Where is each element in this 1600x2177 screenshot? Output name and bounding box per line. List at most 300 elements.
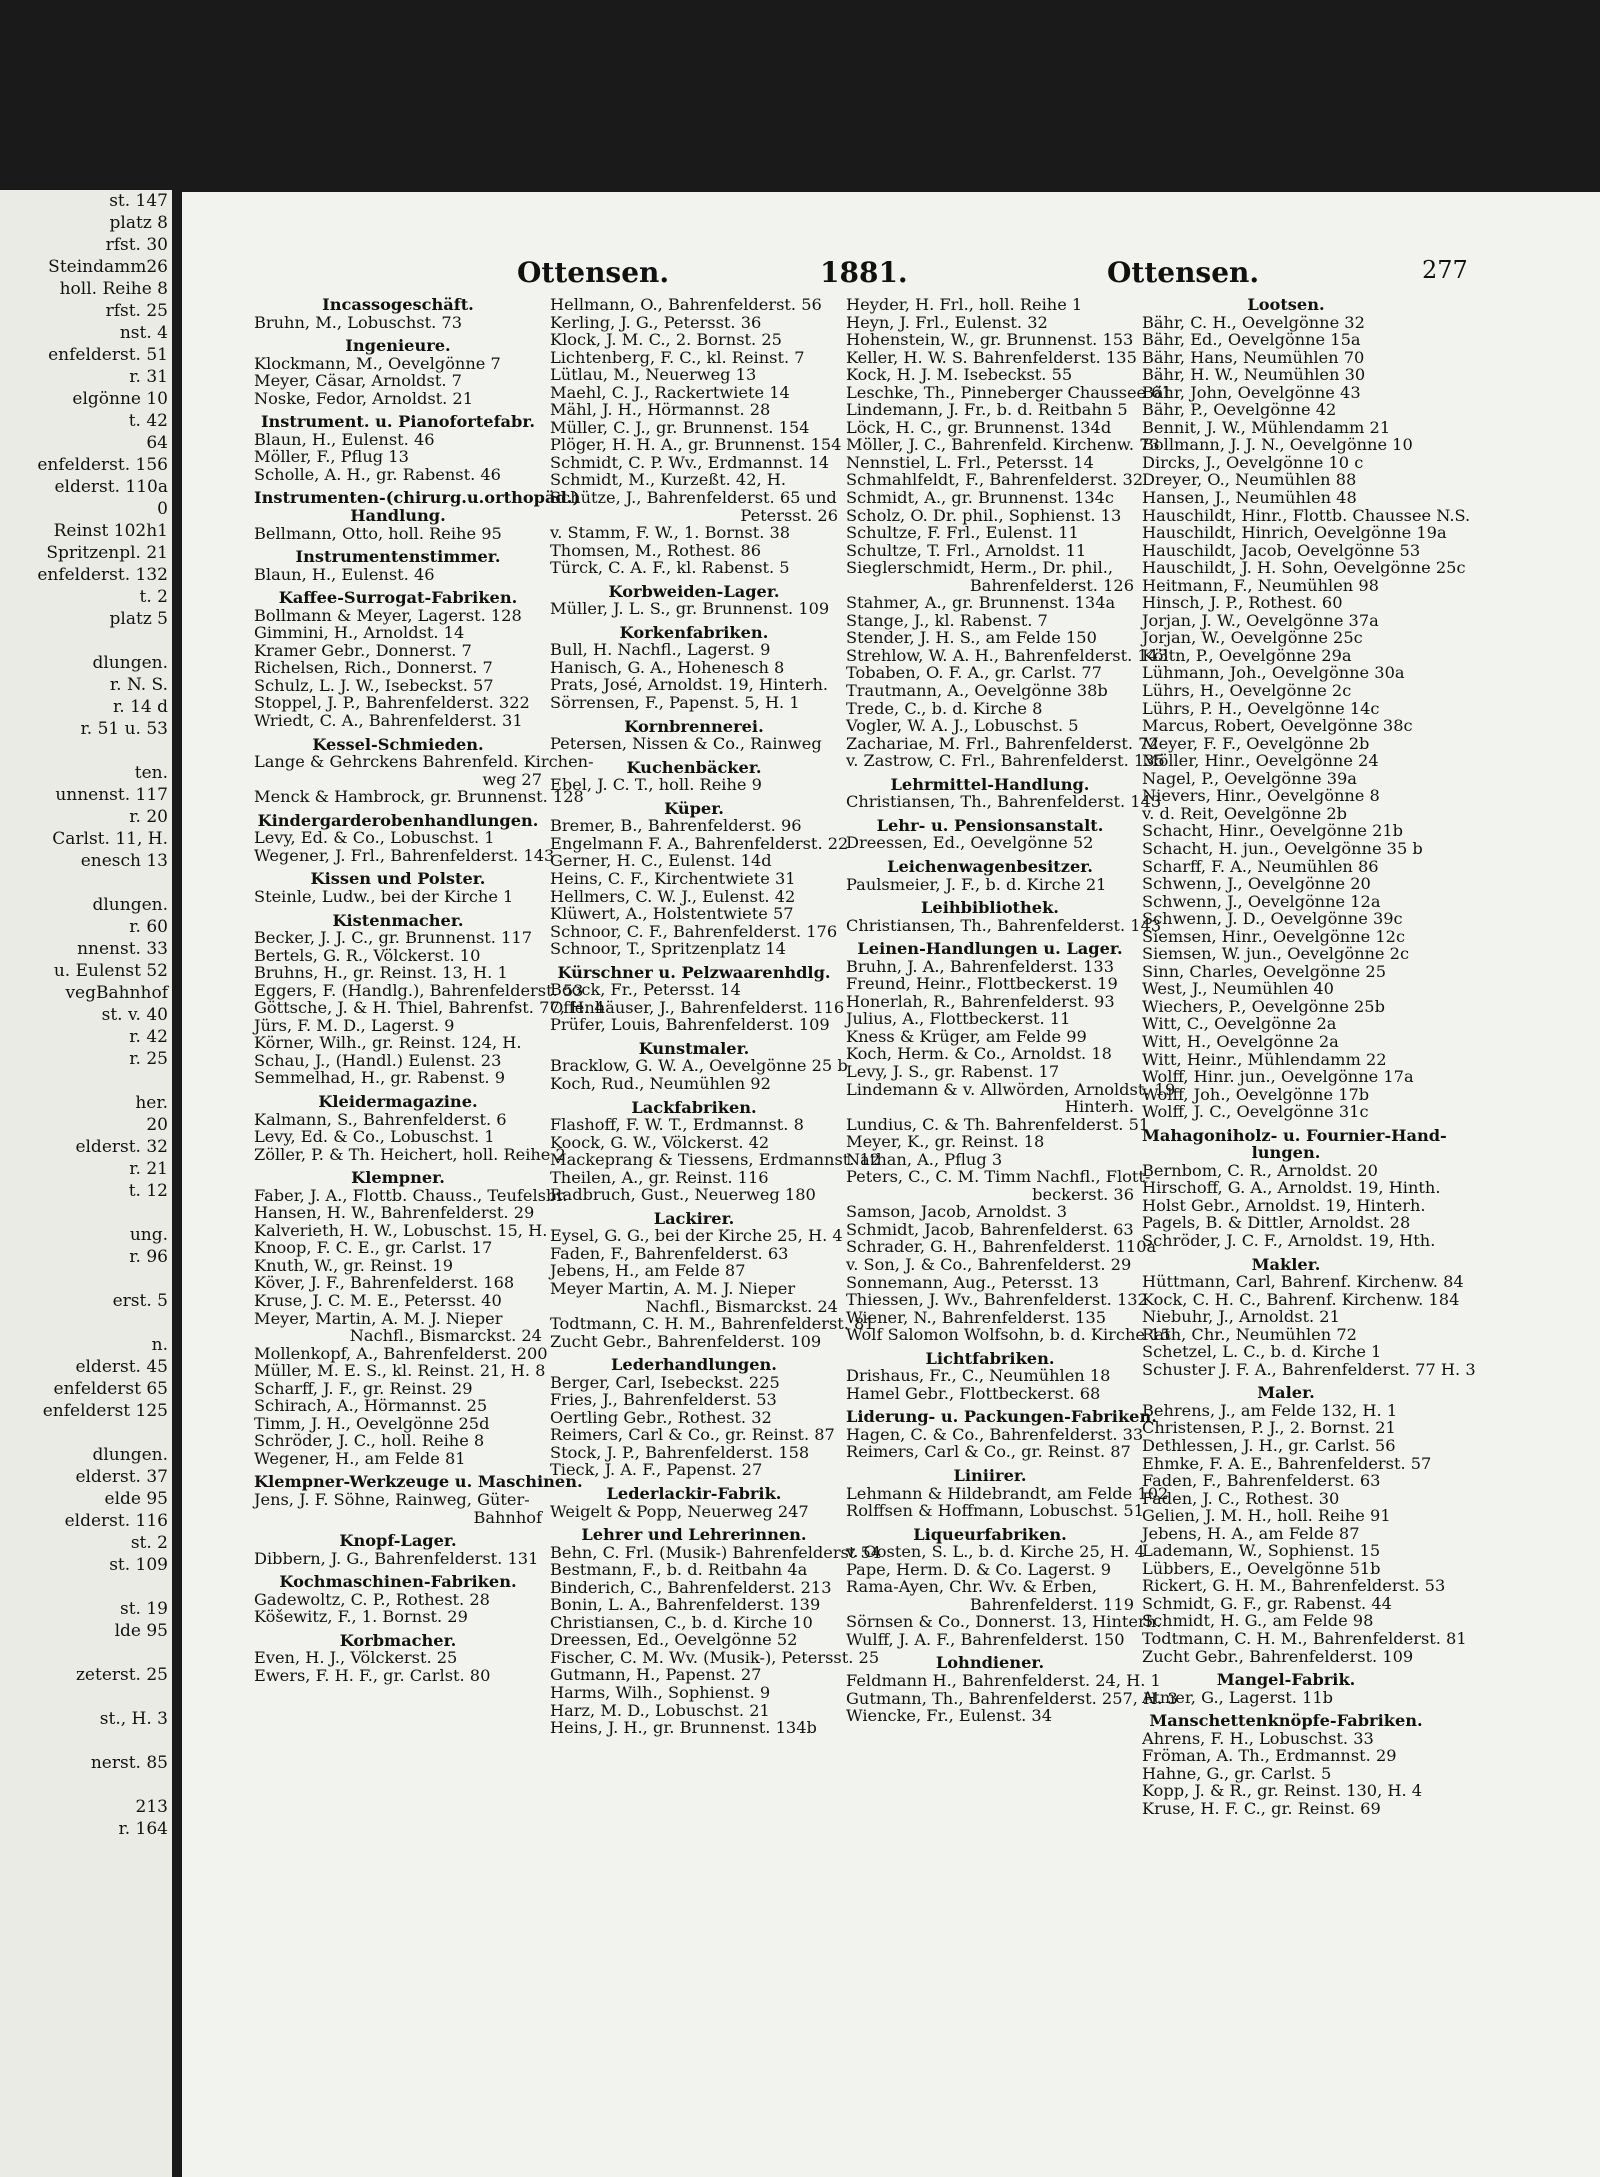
directory-entry: Zucht Gebr., Bahrenfelderst. 109 xyxy=(550,1331,822,1351)
directory-entry: Prüfer, Louis, Bahrenfelderst. 109 xyxy=(550,1015,830,1035)
facing-page-fragment xyxy=(0,1268,172,1290)
category-heading: Kessel-Schmieden. xyxy=(312,734,484,754)
directory-entry: Boock, Fr., Petersst. 14 xyxy=(550,980,741,1000)
directory-entry: Peters, C., C. M. Timm Nachfl., Flott- xyxy=(846,1167,1151,1187)
directory-entry: Koch, Rud., Neumühlen 92 xyxy=(550,1073,771,1093)
directory-entry: v. Son, J. & Co., Bahrenfelderst. 29 xyxy=(846,1254,1132,1274)
directory-entry: Köver, J. F., Bahrenfelderst. 168 xyxy=(254,1273,515,1293)
directory-entry: Bonin, L. A., Bahrenfelderst. 139 xyxy=(550,1595,821,1615)
facing-page-fragment: r. 31 xyxy=(129,367,168,387)
directory-entry: Ahrens, F. H., Lobuschst. 33 xyxy=(1142,1728,1374,1748)
directory-entry: Schnoor, C. F., Bahrenfelderst. 176 xyxy=(550,921,838,941)
facing-page-fragment: elderst. 110a xyxy=(54,477,168,497)
facing-page-fragment: r. 21 xyxy=(129,1159,168,1179)
facing-page-fragment: rfst. 25 xyxy=(105,301,168,321)
facing-page-fragment: 213 xyxy=(135,1797,168,1817)
directory-entry: Jürs, F. M. D., Lagerst. 9 xyxy=(254,1015,455,1035)
directory-entry: Schacht, H. jun., Oevelgönne 35 b xyxy=(1142,838,1423,858)
directory-entry: Oertling Gebr., Rothest. 32 xyxy=(550,1407,772,1427)
header-right-title: Ottensen. xyxy=(1107,256,1260,289)
directory-entry: Heitmann, F., Neumühlen 98 xyxy=(1142,575,1379,595)
directory-entry: Theilen, A., gr. Reinst. 116 xyxy=(550,1167,769,1187)
facing-page-fragment xyxy=(0,630,172,652)
directory-entry: Wolf Salomon Wolfsohn, b. d. Kirche 15 xyxy=(846,1325,1171,1345)
directory-entry: Lütlau, M., Neuerweg 13 xyxy=(550,365,757,385)
facing-page-fragment: nst. 4 xyxy=(119,323,168,343)
facing-page-fragment: st., H. 3 xyxy=(99,1709,168,1729)
facing-page-fragment: enfelderst 125 xyxy=(42,1401,168,1421)
directory-entry: Lübbers, E., Oevelgönne 51b xyxy=(1142,1558,1381,1578)
directory-entry: Feldmann H., Bahrenfelderst. 24, H. 1 xyxy=(846,1671,1161,1691)
category-heading: Leinen-Handlungen u. Lager. xyxy=(857,939,1123,959)
page-number: 277 xyxy=(1422,256,1468,284)
directory-entry: Berger, Carl, Isebeckst. 225 xyxy=(550,1372,780,1392)
category-heading: Knopf-Lager. xyxy=(339,1531,457,1551)
directory-entry: Wiener, N., Bahrenfelderst. 135 xyxy=(846,1307,1107,1327)
directory-entry: Lührs, P. H., Oevelgönne 14c xyxy=(1142,698,1380,718)
directory-entry: Kopp, J. & R., gr. Reinst. 130, H. 4 xyxy=(1142,1781,1423,1801)
facing-page-fragment: her. xyxy=(135,1093,168,1113)
directory-entry: Kruse, J. C. M. E., Petersst. 40 xyxy=(254,1290,502,1310)
directory-entry: Wriedt, C. A., Bahrenfelderst. 31 xyxy=(254,711,523,731)
directory-entry: Faber, J. A., Flottb. Chauss., Teufelsbr. xyxy=(254,1185,568,1205)
directory-entry: Sörrensen, F., Papenst. 5, H. 1 xyxy=(550,693,800,713)
directory-entry: Thiessen, J. Wv., Bahrenfelderst. 132 xyxy=(846,1290,1148,1310)
directory-entry: Semmelhad, H., gr. Rabenst. 9 xyxy=(254,1068,506,1088)
directory-entry: Pagels, B. & Dittler, Arnoldst. 28 xyxy=(1142,1213,1411,1233)
directory-entry: Fröman, A. Th., Erdmannst. 29 xyxy=(1142,1746,1397,1766)
directory-entry: Siemsen, W. jun., Oevelgönne 2c xyxy=(1142,944,1410,964)
category-heading: Ingenieure. xyxy=(345,336,451,356)
directory-entry: Kalverieth, H. W., Lobuschst. 15, H. xyxy=(254,1220,548,1240)
directory-entry: Schwenn, J., Oevelgönne 12a xyxy=(1142,891,1381,911)
directory-entry: Rolffsen & Hoffmann, Lobuschst. 51 xyxy=(846,1501,1144,1521)
category-heading: Korbmacher. xyxy=(339,1630,457,1650)
directory-entry: Sörnsen & Co., Donnerst. 13, Hinterh. xyxy=(846,1612,1162,1632)
column-2 xyxy=(550,295,882,2156)
directory-entry: Faden, J. C., Rothest. 30 xyxy=(1142,1488,1340,1508)
directory-entry: Fischer, C. M. Wv. (Musik-), Petersst. 25 xyxy=(550,1647,880,1667)
directory-entry: Dreessen, Ed., Oevelgönne 52 xyxy=(846,833,1094,853)
category-heading: Lichtfabriken. xyxy=(925,1348,1055,1368)
directory-entry: Rath, Chr., Neumühlen 72 xyxy=(1142,1324,1357,1344)
category-heading: Kunstmaler. xyxy=(638,1038,750,1058)
directory-entry: Möller, J. C., Bahrenfeld. Kirchenw. 73 xyxy=(846,435,1160,455)
facing-page-fragment xyxy=(0,1202,172,1224)
directory-entry: Tieck, J. A. F., Papenst. 27 xyxy=(550,1460,763,1480)
directory-entry: Bracklow, G. W. A., Oevelgönne 25 b xyxy=(550,1056,848,1076)
facing-page-fragment: t. 12 xyxy=(128,1181,168,1201)
directory-entry: Leschke, Th., Pinneberger Chaussee 61 xyxy=(846,382,1172,402)
directory-entry: v. Stamm, F. W., 1. Bornst. 38 xyxy=(550,523,791,543)
directory-entry: Ebel, J. C. T., holl. Reihe 9 xyxy=(550,775,762,795)
directory-entry: Zöller, P. & Th. Heichert, holl. Reihe 2 xyxy=(254,1144,566,1164)
directory-entry: Scharff, F. A., Neumühlen 86 xyxy=(1142,856,1379,876)
directory-entry: Hansen, J., Neumühlen 48 xyxy=(1142,488,1357,508)
directory-entry: Müller, J. L. S., gr. Brunnenst. 109 xyxy=(550,599,830,619)
directory-entry: Offenhäuser, J., Bahrenfelderst. 116 xyxy=(550,997,845,1017)
directory-entry: Hansen, H. W., Bahrenfelderst. 29 xyxy=(254,1203,535,1223)
directory-entry: Freund, Heinr., Flottbeckerst. 19 xyxy=(846,974,1118,994)
directory-entry: Bähr, Hans, Neumühlen 70 xyxy=(1142,347,1365,367)
directory-entry: Bähr, H. W., Neumühlen 30 xyxy=(1142,365,1366,385)
directory-entry: Mackeprang & Tiessens, Erdmannst. 12 xyxy=(550,1150,881,1170)
directory-entry: Radbruch, Gust., Neuerweg 180 xyxy=(550,1185,816,1205)
directory-entry: Lichtenberg, F. C., kl. Reinst. 7 xyxy=(550,347,805,367)
directory-entry: Keller, H. W. S. Bahrenfelderst. 135 xyxy=(846,347,1137,367)
directory-entry: Wegener, J. Frl., Bahrenfelderst. 143 xyxy=(254,845,555,865)
directory-entry: Faden, F., Bahrenfelderst. 63 xyxy=(550,1243,789,1263)
directory-entry: Knoop, F. C. E., gr. Carlst. 17 xyxy=(254,1238,493,1258)
directory-entry: Jorjan, J. W., Oevelgönne 37a xyxy=(1142,610,1379,630)
directory-entry: Gerner, H. C., Eulenst. 14d xyxy=(550,851,772,871)
facing-page-fragment: erst. 5 xyxy=(112,1291,168,1311)
directory-entry: Tobaben, O. F. A., gr. Carlst. 77 xyxy=(846,663,1102,683)
directory-entry: Kalmann, S., Bahrenfelderst. 6 xyxy=(254,1109,507,1129)
category-heading: Lehr- u. Pensionsanstalt. xyxy=(876,815,1104,835)
facing-page-fragment: elderst. 45 xyxy=(75,1357,168,1377)
category-heading: Mangel-Fabrik. xyxy=(1216,1670,1356,1690)
category-heading: Liqueurfabriken. xyxy=(913,1524,1067,1544)
facing-page-fragment: st. 147 xyxy=(109,191,168,211)
category-heading: Klempner. xyxy=(351,1168,445,1188)
directory-entry: Bähr, John, Oevelgönne 43 xyxy=(1142,382,1361,402)
directory-entry: Kock, C. H. C., Bahrenf. Kirchenw. 184 xyxy=(1142,1289,1460,1309)
directory-entry: Heins, J. H., gr. Brunnenst. 134b xyxy=(550,1718,817,1738)
facing-page-fragment: r. 42 xyxy=(129,1027,168,1047)
facing-page-fragment: elderst. 37 xyxy=(75,1467,168,1487)
directory-entry: Blaun, H., Eulenst. 46 xyxy=(254,429,435,449)
directory-entry: Wegener, H., am Felde 81 xyxy=(254,1448,466,1468)
category-heading: Kistenmacher. xyxy=(332,910,464,930)
directory-entry: Bähr, P., Oevelgönne 42 xyxy=(1142,400,1337,420)
entry-continuation: Hinterh. xyxy=(1064,1097,1134,1117)
directory-entry: Jens, J. F. Söhne, Rainweg, Güter- xyxy=(254,1490,530,1509)
directory-entry: Holst Gebr., Arnoldst. 19, Hinterh. xyxy=(1142,1195,1426,1215)
facing-page-fragment: Carlst. 11, H. xyxy=(52,829,168,849)
directory-entry: Stoppel, J. P., Bahrenfelderst. 322 xyxy=(254,693,530,713)
directory-entry: Dircks, J., Oevelgönne 10 c xyxy=(1142,452,1364,472)
directory-entry: Weigelt & Popp, Neuerweg 247 xyxy=(550,1501,809,1521)
facing-page-fragment: dlungen. xyxy=(92,1445,168,1465)
category-heading: Kindergarderobenhandlungen. xyxy=(257,810,539,830)
directory-entry: Lührs, H., Oevelgönne 2c xyxy=(1142,681,1352,701)
directory-entry: v. d. Reit, Oevelgönne 2b xyxy=(1142,803,1348,823)
facing-page-fragment: platz 8 xyxy=(109,213,168,233)
category-heading: Instrumenten-(chirurg.u.orthopäd.) xyxy=(254,488,581,508)
category-heading: Kochmaschinen-Fabriken. xyxy=(279,1572,517,1592)
directory-entry: Hinsch, J. P., Rothest. 60 xyxy=(1142,593,1343,613)
entry-continuation: Bahrenfelderst. 119 xyxy=(969,1594,1134,1614)
facing-page-fragment: r. 25 xyxy=(129,1049,168,1069)
directory-entry: Behn, C. Frl. (Musik-) Bahrenfelderst 54 xyxy=(550,1542,882,1562)
directory-entry: Meyer, Cäsar, Arnoldst. 7 xyxy=(254,371,462,391)
directory-entry: Dethlessen, J. H., gr. Carlst. 56 xyxy=(1142,1436,1396,1455)
directory-entry: Schmidt, A., gr. Brunnenst. 134c xyxy=(846,488,1114,508)
category-heading: Makler. xyxy=(1251,1254,1321,1274)
directory-entry: Hüttmann, Carl, Bahrenf. Kirchenw. 84 xyxy=(1142,1272,1464,1292)
directory-entry: Thomsen, M., Rothest. 86 xyxy=(550,540,762,560)
facing-page-fragment: Reinst 102h1 xyxy=(53,521,168,541)
category-heading: Lackfabriken. xyxy=(631,1097,757,1117)
directory-entry: Schmidt, M., Kurzeßt. 42, H. xyxy=(550,470,787,490)
facing-page-fragment: dlungen. xyxy=(92,653,168,673)
directory-entry: Schröder, J. C. F., Arnoldst. 19, Hth. xyxy=(1142,1230,1436,1250)
facing-page-fragment: r. N. S. xyxy=(109,675,168,695)
directory-entry: Maehl, C. J., Rackertwiete 14 xyxy=(550,382,790,402)
category-heading: Kuchenbäcker. xyxy=(626,757,762,777)
directory-entry: Schütze, J., Bahrenfelderst. 65 und xyxy=(550,488,837,508)
facing-page-fragment xyxy=(0,1730,172,1752)
directory-entry: Mollenkopf, A., Bahrenfelderst. 200 xyxy=(254,1343,548,1363)
facing-page-fragment: nerst. 85 xyxy=(90,1753,168,1773)
directory-entry: Timm, J. H., Oevelgönne 25d xyxy=(254,1413,490,1433)
category-heading: Lehrmittel-Handlung. xyxy=(890,774,1090,794)
directory-entry: Dreyer, O., Neumühlen 88 xyxy=(1142,470,1357,490)
directory-entry: Even, H. J., Völckerst. 25 xyxy=(254,1648,458,1668)
facing-page-fragment: Steindamm26 xyxy=(48,257,168,277)
directory-entry: Hanisch, G. A., Hohenesch 8 xyxy=(550,657,785,677)
directory-entry: Meyer, Martin, A. M. J. Nieper xyxy=(254,1308,503,1328)
directory-entry: Meyer, F. F., Oevelgönne 2b xyxy=(1142,733,1370,753)
facing-page-fragment: r. 60 xyxy=(129,917,168,937)
directory-entry: Petersen, Nissen & Co., Rainweg xyxy=(550,734,822,754)
directory-entry: Harz, M. D., Lobuschst. 21 xyxy=(550,1700,770,1720)
facing-page-fragment: r. 96 xyxy=(129,1247,168,1267)
directory-entry: Schirach, A., Hörmannst. 25 xyxy=(254,1396,488,1416)
facing-page-fragment: st. v. 40 xyxy=(101,1005,168,1025)
directory-entry: Bertels, G. R., Völckerst. 10 xyxy=(254,945,481,965)
facing-page-fragment: r. 14 d xyxy=(113,697,168,717)
directory-entry: Schnoor, T., Spritzenplatz 14 xyxy=(550,939,786,959)
directory-entry: Schmidt, Jacob, Bahrenfelderst. 63 xyxy=(846,1219,1134,1239)
category-heading: Handlung. xyxy=(350,506,446,526)
directory-entry: Niebuhr, J., Arnoldst. 21 xyxy=(1142,1307,1340,1327)
directory-entry: Bremer, B., Bahrenfelderst. 96 xyxy=(550,816,802,836)
directory-entry: Lundius, C. & Th. Bahrenfelderst. 51 xyxy=(846,1114,1150,1134)
directory-entry: Möller, F., Pflug 13 xyxy=(254,447,409,467)
directory-entry: Honerlah, R., Bahrenfelderst. 93 xyxy=(846,991,1115,1011)
directory-entry: Hauschildt, Hinrich, Oevelgönne 19a xyxy=(1142,523,1447,543)
directory-entry: Lademann, W., Sophienst. 15 xyxy=(1142,1541,1381,1561)
facing-page-fragment: enfelderst. 132 xyxy=(37,565,168,585)
directory-entry: Heyn, J. Frl., Eulenst. 32 xyxy=(846,312,1048,332)
directory-entry: Hellmers, C. W. J., Eulenst. 42 xyxy=(550,886,796,906)
directory-entry: Költn, P., Oevelgönne 29a xyxy=(1142,645,1352,665)
directory-entry: Prats, José, Arnoldst. 19, Hinterh. xyxy=(550,675,829,695)
facing-page-fragment: r. 51 u. 53 xyxy=(80,719,168,739)
directory-entry: Stange, J., kl. Rabenst. 7 xyxy=(846,610,1048,630)
directory-entry: Witt, C., Oevelgönne 2a xyxy=(1142,1014,1337,1034)
directory-entry: Kruse, H. F. C., gr. Reinst. 69 xyxy=(1142,1798,1381,1818)
directory-entry: Reimers, Carl & Co., gr. Reinst. 87 xyxy=(550,1425,835,1445)
facing-page-fragment: 64 xyxy=(146,433,168,453)
category-heading: Lehrer und Lehrerinnen. xyxy=(581,1525,807,1545)
directory-entry: Paulsmeier, J. F., b. d. Kirche 21 xyxy=(846,874,1107,894)
directory-entry: Vogler, W. A. J., Lobuschst. 5 xyxy=(846,716,1079,736)
facing-page-fragment: enfelderst. 156 xyxy=(37,455,168,475)
column-3 xyxy=(846,295,1178,2156)
facing-page-fragment: r. 20 xyxy=(129,807,168,827)
directory-entry: Lindemann, J. Fr., b. d. Reitbahn 5 xyxy=(846,400,1128,420)
facing-page-fragment: elde 95 xyxy=(104,1489,168,1509)
directory-entry: Schacht, Hinr., Oevelgönne 21b xyxy=(1142,821,1404,841)
directory-entry: Hagen, C. & Co., Bahrenfelderst. 33 xyxy=(846,1424,1144,1444)
directory-entry: Hohenstein, W., gr. Brunnenst. 153 xyxy=(846,330,1134,350)
directory-entry: Christensen, P. J., 2. Bornst. 21 xyxy=(1142,1418,1396,1438)
directory-entry: Wulff, J. A. F., Bahrenfelderst. 150 xyxy=(846,1629,1125,1649)
directory-entry: Hahne, G., gr. Carlst. 5 xyxy=(1142,1763,1332,1783)
facing-page-fragment: 0 xyxy=(157,499,168,519)
facing-page-fragment: holl. Reihe 8 xyxy=(59,279,168,299)
directory-entry: Lühmann, Joh., Oevelgönne 30a xyxy=(1142,663,1405,683)
directory-entry: v. Zastrow, C. Frl., Bahrenfelderst. 135 xyxy=(846,751,1165,771)
directory-entry: Plöger, H. H. A., gr. Brunnenst. 154 xyxy=(550,435,842,455)
category-heading: Kissen und Polster. xyxy=(310,869,486,889)
directory-entry: Bähr, Ed., Oevelgönne 15a xyxy=(1142,330,1361,350)
directory-entry: Noske, Fedor, Arnoldst. 21 xyxy=(254,388,474,408)
category-heading: lungen. xyxy=(1251,1143,1321,1163)
directory-entry: Meyer Martin, A. M. J. Nieper xyxy=(550,1278,796,1298)
directory-entry: Bruhns, H., gr. Reinst. 13, H. 1 xyxy=(254,963,508,983)
directory-entry: Todtmann, C. H. M., Bahrenfelderst. 81 xyxy=(550,1314,875,1334)
directory-entry: Eysel, G. G., bei der Kirche 25, H. 4 xyxy=(550,1226,843,1246)
directory-entry: Christiansen, Th., Bahrenfelderst. 143 xyxy=(846,915,1162,935)
column-1 xyxy=(254,295,605,2156)
facing-page-fragment xyxy=(0,1070,172,1092)
directory-entry: Bruhn, M., Lobuschst. 73 xyxy=(254,312,462,332)
directory-entry: Gadewoltz, C. P., Rothest. 28 xyxy=(254,1589,490,1609)
directory-entry: Schwenn, J. D., Oevelgönne 39c xyxy=(1142,909,1403,929)
facing-page-fragment xyxy=(0,1576,172,1598)
directory-entry: Sinn, Charles, Oevelgönne 25 xyxy=(1142,961,1386,981)
category-heading: Manschettenknöpfe-Fabriken. xyxy=(1149,1711,1423,1731)
directory-entry: Todtmann, C. H. M., Bahrenfelderst. 81 xyxy=(1142,1629,1467,1649)
directory-entry: Hauschildt, Hinr., Flottb. Chaussee N.S. xyxy=(1142,505,1471,525)
directory-entry: Fries, J., Bahrenfelderst. 53 xyxy=(550,1390,777,1410)
category-heading: Lootsen. xyxy=(1247,295,1325,314)
directory-entry: Schmidt, H. G., am Felde 98 xyxy=(1142,1611,1374,1631)
directory-entry: Klock, J. M. C., 2. Bornst. 25 xyxy=(550,330,782,350)
facing-page-fragment xyxy=(0,1774,172,1796)
directory-entry: Scharff, J. F., gr. Reinst. 29 xyxy=(254,1378,473,1398)
category-heading: Instrumentenstimmer. xyxy=(295,547,501,567)
directory-entry: Wolff, J. C., Oevelgönne 31c xyxy=(1142,1102,1369,1122)
category-heading: Incassogeschäft. xyxy=(322,295,474,314)
entry-continuation: Bahnhof xyxy=(473,1507,542,1527)
category-heading: Kleidermagazine. xyxy=(318,1091,478,1111)
directory-entry: Schultze, T. Frl., Arnoldst. 11 xyxy=(846,540,1087,560)
directory-entry: Bernbom, C. R., Arnoldst. 20 xyxy=(1142,1160,1378,1180)
directory-entry: Hauschildt, Jacob, Oevelgönne 53 xyxy=(1142,540,1421,560)
directory-entry: Sonnemann, Aug., Petersst. 13 xyxy=(846,1272,1099,1292)
directory-entry: Türck, C. A. F., kl. Rabenst. 5 xyxy=(550,558,790,578)
facing-page-fragment: unnenst. 117 xyxy=(55,785,168,805)
directory-entry: Bollmann & Meyer, Lagerst. 128 xyxy=(254,605,522,625)
category-heading: Lohndiener. xyxy=(935,1653,1045,1673)
directory-entry: Nennstiel, L. Frl., Petersst. 14 xyxy=(846,452,1094,472)
facing-page-fragment: lde 95 xyxy=(114,1621,168,1641)
directory-entry: Witt, Heinr., Mühlendamm 22 xyxy=(1142,1049,1387,1069)
directory-entry: Christiansen, C., b. d. Kirche 10 xyxy=(550,1612,813,1632)
directory-entry: Müller, C. J., gr. Brunnenst. 154 xyxy=(550,417,810,437)
facing-page-fragment xyxy=(0,1642,172,1664)
directory-entry: Heins, C. F., Kirchentwiete 31 xyxy=(550,868,796,888)
facing-page-fragment: t. 42 xyxy=(128,411,168,431)
facing-page-fragment: r. 164 xyxy=(118,1819,168,1839)
directory-entry: Jebens, H., am Felde 87 xyxy=(550,1261,746,1281)
entry-continuation: Bahrenfelderst. 126 xyxy=(969,575,1134,595)
directory-entry: Schmidt, G. F., gr. Rabenst. 44 xyxy=(1142,1593,1392,1613)
directory-entry: Binderich, C., Bahrenfelderst. 213 xyxy=(550,1577,832,1597)
directory-entry: Schuster J. F. A., Bahrenfelderst. 77 H. 3 xyxy=(1142,1359,1476,1379)
directory-entry: West, J., Neumühlen 40 xyxy=(1142,979,1334,999)
directory-entry: Pape, Herm. D. & Co. Lagerst. 9 xyxy=(846,1559,1111,1579)
directory-entry: Bennit, J. W., Mühlendamm 21 xyxy=(1142,417,1391,437)
directory-entry: Kerling, J. G., Petersst. 36 xyxy=(550,312,762,332)
directory-entry: Dreessen, Ed., Oevelgönne 52 xyxy=(550,1630,798,1650)
directory-entry: Gutmann, Th., Bahrenfelderst. 257, H. 3 xyxy=(846,1688,1178,1708)
facing-page-fragment xyxy=(0,1312,172,1334)
category-heading: Instrument. u. Pianofortefabr. xyxy=(260,412,536,432)
directory-entry: Trede, C., b. d. Kirche 8 xyxy=(846,698,1043,718)
directory-entry: Stock, J. P., Bahrenfelderst. 158 xyxy=(550,1442,810,1462)
entry-continuation: weg 27 xyxy=(482,769,542,789)
directory-entry: Rama-Ayen, Chr. Wv. & Erben, xyxy=(846,1577,1097,1597)
column-4 xyxy=(1142,295,1476,2156)
directory-entry: Hauschildt, J. H. Sohn, Oevelgönne 25c xyxy=(1142,558,1466,578)
category-heading: Lackirer. xyxy=(653,1208,735,1228)
facing-page-fragment xyxy=(0,1686,172,1708)
directory-entry: Eggers, F. (Handlg.), Bahrenfelderst. 53 xyxy=(254,980,584,1000)
category-heading: Mahagoniholz- u. Fournier-Hand- xyxy=(1142,1125,1447,1145)
directory-entry: Schmidt, C. P. Wv., Erdmannst. 14 xyxy=(550,452,830,472)
directory-entry: Sieglerschmidt, Herm., Dr. phil., xyxy=(846,558,1114,578)
facing-page-fragment: enfelderst. 51 xyxy=(48,345,168,365)
facing-page-fragment: t. 2 xyxy=(139,587,168,607)
directory-entry: Schwenn, J., Oevelgönne 20 xyxy=(1142,874,1371,894)
directory-entry: Blaun, H., Eulenst. 46 xyxy=(254,564,435,584)
directory-entry: Levy, Ed. & Co., Lobuschst. 1 xyxy=(254,1127,495,1147)
category-heading: Kürschner u. Pelzwaarenhdlg. xyxy=(557,962,831,982)
facing-page-fragment: zeterst. 25 xyxy=(75,1665,168,1685)
directory-entry: Bähr, C. H., Oevelgönne 32 xyxy=(1142,312,1365,332)
entry-continuation: Petersst. 26 xyxy=(740,505,838,525)
directory-entry: Gutmann, H., Papenst. 27 xyxy=(550,1665,762,1685)
facing-page-fragment: 20 xyxy=(146,1115,168,1135)
directory-entry: Nagel, P., Oevelgönne 39a xyxy=(1142,768,1357,788)
facing-page-fragment: rfst. 30 xyxy=(105,235,168,255)
category-heading: Leichenwagenbesitzer. xyxy=(887,856,1093,876)
directory-entry: Wiencke, Fr., Eulenst. 34 xyxy=(846,1706,1053,1726)
directory-entry: Menck & Hambrock, gr. Brunnenst. 128 xyxy=(254,787,584,807)
directory-entry: Köšewitz, F., 1. Bornst. 29 xyxy=(254,1607,468,1627)
directory-entry: Levy, J. S., gr. Rabenst. 17 xyxy=(846,1061,1060,1081)
directory-entry: Schrader, G. H., Bahrenfelderst. 110a xyxy=(846,1237,1157,1257)
directory-entry: Lange & Gehrckens Bahrenfeld. Kirchen- xyxy=(254,752,594,772)
directory-entry: Stahmer, A., gr. Brunnenst. 134a xyxy=(846,593,1116,613)
entry-continuation: Nachfl., Bismarckst. 24 xyxy=(645,1296,838,1316)
category-heading: Liniirer. xyxy=(953,1466,1027,1485)
facing-page-fragment: enfelderst 65 xyxy=(53,1379,168,1399)
directory-entry: Schau, J., (Handl.) Eulenst. 23 xyxy=(254,1050,502,1070)
entry-continuation: beckerst. 36 xyxy=(1032,1184,1134,1204)
directory-entry: Julius, A., Flottbeckerst. 11 xyxy=(846,1009,1071,1029)
directory-entry: Drishaus, Fr., C., Neumühlen 18 xyxy=(846,1366,1111,1386)
directory-entry: Faden, F., Bahrenfelderst. 63 xyxy=(1142,1471,1381,1491)
facing-page-fragment: elderst. 32 xyxy=(75,1137,168,1157)
directory-entry: Dibbern, J. G., Bahrenfelderst. 131 xyxy=(254,1548,539,1568)
